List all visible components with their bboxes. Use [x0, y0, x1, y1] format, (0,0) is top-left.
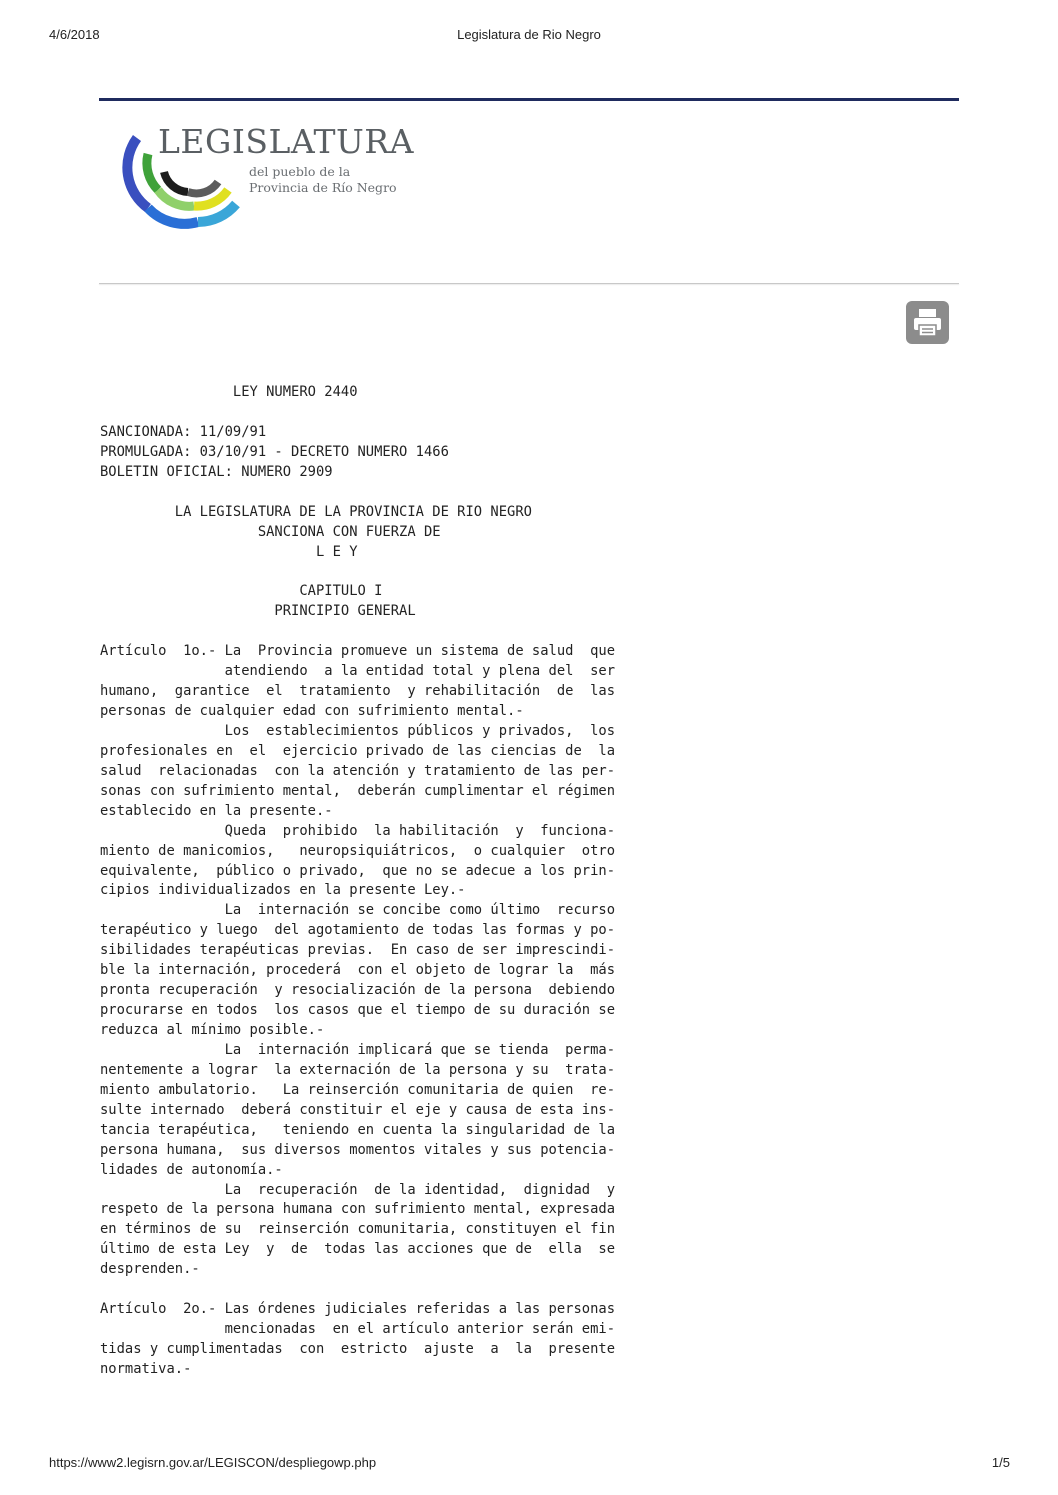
law-text-line: equivalente, público o privado, que no se adecue a los prin-	[100, 862, 615, 879]
law-text-line	[100, 403, 700, 423]
law-text-line: atendiendo a la entidad total y plena del ser	[100, 663, 615, 680]
law-text-line: normativa.-	[100, 1360, 192, 1377]
header-separator	[99, 283, 959, 284]
law-text-line	[100, 622, 700, 642]
law-text-line: terapéutico y luego del agotamiento de todas las formas y po-	[100, 922, 615, 939]
law-text-line: último de esta Ley y de todas las acciones que de ella se	[100, 1241, 615, 1258]
law-text-line: LEY NUMERO 2440	[100, 384, 358, 400]
print-page-title: Legislatura de Rio Negro	[457, 27, 601, 42]
law-text-line: PROMULGADA: 03/10/91 - DECRETO NUMERO 1466	[100, 443, 449, 460]
law-text-line: desprenden.-	[100, 1261, 200, 1278]
law-text	[100, 383, 700, 1380]
law-text-line: La recuperación de la identidad, dignidad y	[100, 1181, 615, 1198]
law-text-line: tidas y cumplimentadas con estricto ajuste a la presente	[100, 1341, 615, 1357]
law-text-line: sibilidades terapéuticas previas. En caso de ser imprescindi-	[100, 942, 615, 959]
law-text-line: reduzca al mínimo posible.-	[100, 1022, 325, 1038]
law-text-line: mencionadas en el artículo anterior serán emi-	[100, 1321, 615, 1338]
law-text-line: Queda prohibido la habilitación y funciona-	[100, 822, 615, 839]
law-text-line: lidades de autonomía.-	[100, 1161, 283, 1178]
law-text-line: profesionales en el ejercicio privado de las ciencias de la	[100, 742, 615, 759]
law-text-line: PRINCIPIO GENERAL	[100, 603, 416, 620]
law-text-line: miento ambulatorio. La reinserción comunitaria de quien re-	[100, 1081, 615, 1098]
law-text-line: pronta recuperación y resocialización de la persona debiendo	[100, 982, 615, 999]
printer-icon	[906, 301, 949, 344]
law-text-line: en términos de su reinserción comunitaria, constituyen el fin	[100, 1221, 615, 1238]
law-text-line: BOLETIN OFICIAL: NUMERO 2909	[100, 463, 333, 480]
print-footer-page-number: 1/5	[991, 1455, 1010, 1470]
logo-subtitle-line1: del pueblo de la	[249, 164, 351, 179]
law-text-line: sonas con sufrimiento mental, deberán cumplimentar el régimen	[100, 782, 615, 799]
law-text-line: salud relacionadas con la atención y tratamiento de las per-	[100, 762, 615, 779]
law-text-line: tancia terapéutica, teniendo en cuenta la singularidad de la	[100, 1121, 615, 1138]
law-text-line: miento de manicomios, neuropsiquiátricos, o cualquier otro	[100, 842, 615, 859]
law-text-line: respeto de la persona humana con sufrimiento mental, expresada	[100, 1201, 615, 1218]
law-text-line: sulte internado deberá constituir el eje y causa de esta ins-	[100, 1101, 615, 1118]
law-text-line: La internación implicará que se tienda perma-	[100, 1041, 615, 1058]
law-text-line	[100, 562, 700, 582]
law-text-line: LA LEGISLATURA DE LA PROVINCIA DE RIO NEGRO	[100, 503, 532, 520]
law-text-line: Los establecimientos públicos y privados, los	[100, 722, 615, 739]
logo-wordmark: LEGISLATURA	[158, 122, 414, 161]
law-text-line: L E Y	[100, 543, 358, 560]
law-text-line: SANCIONA CON FUERZA DE	[100, 523, 441, 540]
legislatura-logo	[118, 120, 428, 230]
law-text-line: CAPITULO I	[100, 583, 383, 600]
law-text-line	[100, 1280, 700, 1300]
law-text-line: cipios individualizados en la presente Ley.-	[100, 882, 466, 899]
header-top-rule	[99, 98, 959, 101]
law-text-line	[100, 483, 700, 503]
law-text-line: Artículo 1o.- La Provincia promueve un sistema de salud que	[100, 643, 615, 660]
logo-subtitle-line2: Provincia de Río Negro	[249, 180, 397, 195]
law-text-line: nentemente a lograr la externación de la persona y su trata-	[100, 1061, 615, 1078]
law-text-line: SANCIONADA: 11/09/91	[100, 423, 267, 440]
print-button[interactable]	[906, 301, 949, 344]
print-footer-url: https://www2.legisrn.gov.ar/LEGISCON/despliegowp.php	[49, 1455, 377, 1470]
law-text-line: establecido en la presente.-	[100, 802, 333, 819]
law-text-line: Artículo 2o.- Las órdenes judiciales referidas a las personas	[100, 1301, 615, 1318]
law-text-line: persona humana, sus diversos momentos vitales y sus potencia-	[100, 1141, 615, 1158]
law-text-line: La internación se concibe como último recurso	[100, 902, 615, 919]
law-text-line: procurarse en todos los casos que el tiempo de su duración se	[100, 1002, 615, 1019]
law-text-line: personas de cualquier edad con sufrimiento mental.-	[100, 703, 524, 719]
print-date: 4/6/2018	[49, 27, 100, 42]
law-text-line: ble la internación, procederá con el objeto de lograr la más	[100, 962, 615, 979]
law-text-line: humano, garantice el tratamiento y rehabilitación de las	[100, 683, 615, 700]
